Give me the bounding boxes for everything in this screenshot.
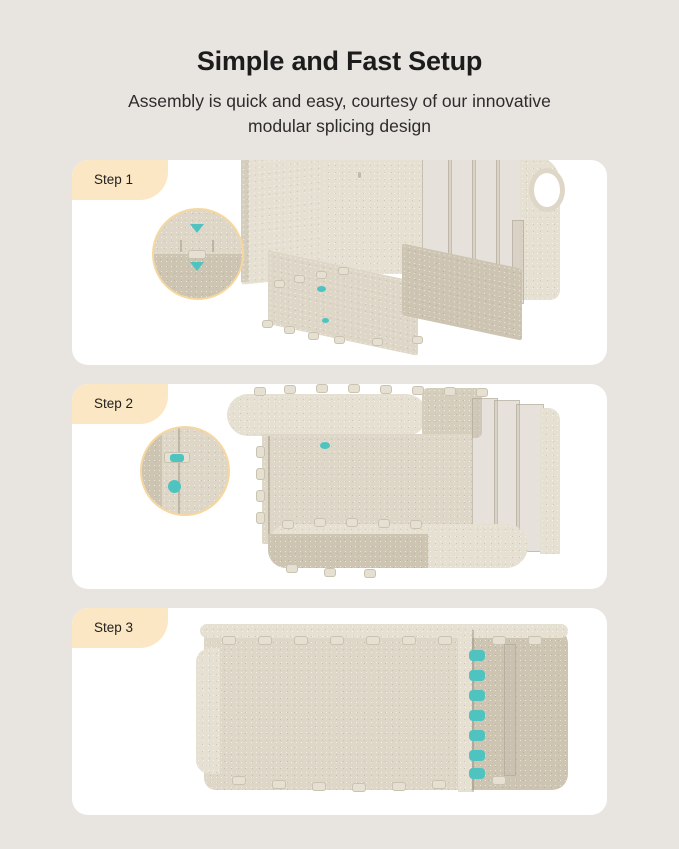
page-title: Simple and Fast Setup bbox=[196, 46, 483, 76]
rim-tab bbox=[412, 386, 424, 395]
rim-tab bbox=[258, 636, 272, 645]
wall-tab bbox=[256, 468, 265, 480]
wall-tab bbox=[256, 512, 265, 524]
callout-circle-step-1 bbox=[152, 208, 244, 300]
step-card-2 bbox=[72, 384, 607, 589]
rim-tab bbox=[348, 384, 360, 393]
step-card-3 bbox=[72, 608, 607, 815]
mat-tab bbox=[282, 520, 294, 529]
teal-marker-dot bbox=[317, 286, 326, 292]
teal-marker-dot-2 bbox=[322, 318, 329, 323]
teal-fastener bbox=[469, 690, 485, 701]
step-2-label: Step 2 bbox=[94, 395, 134, 411]
mat-tab bbox=[308, 332, 319, 340]
rim-tab bbox=[284, 385, 296, 394]
wall-tab bbox=[256, 490, 265, 502]
mat-tab bbox=[334, 336, 345, 344]
step-3-label: Step 3 bbox=[94, 619, 134, 635]
enclosure-left-curve bbox=[196, 648, 220, 774]
handle-hole bbox=[529, 168, 565, 212]
mat-tab bbox=[410, 520, 422, 529]
callout-lower-felt bbox=[154, 254, 242, 298]
mat-tab bbox=[284, 326, 295, 334]
teal-fastener bbox=[469, 768, 485, 779]
rim-tab bbox=[438, 636, 452, 645]
right-slot-strip bbox=[504, 644, 516, 776]
base-tab bbox=[352, 783, 366, 792]
base-tab bbox=[432, 780, 446, 789]
mat-tab bbox=[274, 280, 285, 288]
teal-fastener bbox=[469, 710, 485, 721]
rim-tab bbox=[528, 636, 542, 645]
rim-tab bbox=[254, 387, 266, 396]
callout-seam bbox=[212, 240, 214, 252]
panel-right-end bbox=[540, 408, 560, 554]
mat-tab bbox=[372, 338, 383, 346]
mat-tab bbox=[364, 569, 376, 578]
rim-tab bbox=[380, 385, 392, 394]
rim-tab bbox=[294, 636, 308, 645]
mat-tab bbox=[286, 564, 298, 573]
base-tab bbox=[272, 780, 286, 789]
teal-pin-bottom bbox=[168, 480, 181, 493]
rim-tab bbox=[330, 636, 344, 645]
callout-tab bbox=[188, 250, 206, 259]
mat-tab bbox=[314, 518, 326, 527]
enclosure-body-left bbox=[204, 630, 484, 790]
callout-seam bbox=[180, 240, 182, 252]
base-tab bbox=[312, 782, 326, 791]
teal-fastener bbox=[469, 670, 485, 681]
mat-tab bbox=[412, 336, 423, 344]
steps-list bbox=[0, 160, 679, 815]
teal-arrow-down-1 bbox=[190, 224, 204, 233]
teal-fastener bbox=[469, 730, 485, 741]
base-tab bbox=[232, 776, 246, 785]
header bbox=[0, 0, 679, 140]
teal-arrow-down-2 bbox=[190, 262, 204, 271]
base-tab bbox=[492, 776, 506, 785]
mat-tab bbox=[338, 267, 349, 275]
mat-tab bbox=[346, 518, 358, 527]
teal-fastener bbox=[469, 750, 485, 761]
step-1-label: Step 1 bbox=[94, 171, 134, 187]
rim-tab bbox=[366, 636, 380, 645]
mat-tab bbox=[378, 519, 390, 528]
teal-marker-dot bbox=[320, 442, 330, 449]
rim-tab bbox=[222, 636, 236, 645]
callout-seam bbox=[178, 428, 180, 514]
floor-mat-shadow bbox=[268, 534, 428, 568]
teal-pin-top bbox=[170, 454, 184, 462]
step-card-1 bbox=[72, 160, 607, 365]
rim-tab bbox=[316, 384, 328, 393]
enclosure-top-rim bbox=[200, 624, 568, 638]
panel-center-hole bbox=[358, 172, 361, 178]
rim-tab bbox=[402, 636, 416, 645]
mat-tab bbox=[262, 320, 273, 328]
rim-tab bbox=[476, 388, 488, 397]
callout-circle-step-2 bbox=[140, 426, 230, 516]
callout-left-felt bbox=[142, 428, 162, 514]
mat-tab bbox=[324, 568, 336, 577]
teal-fastener bbox=[469, 650, 485, 661]
wall-tab bbox=[256, 446, 265, 458]
rim-tab bbox=[444, 387, 456, 396]
base-tab bbox=[392, 782, 406, 791]
page-subtitle: Assembly is quick and easy, courtesy of our innovative modular splicing design bbox=[128, 91, 551, 137]
wall-seam bbox=[268, 436, 270, 542]
top-rim-mat bbox=[227, 394, 427, 436]
